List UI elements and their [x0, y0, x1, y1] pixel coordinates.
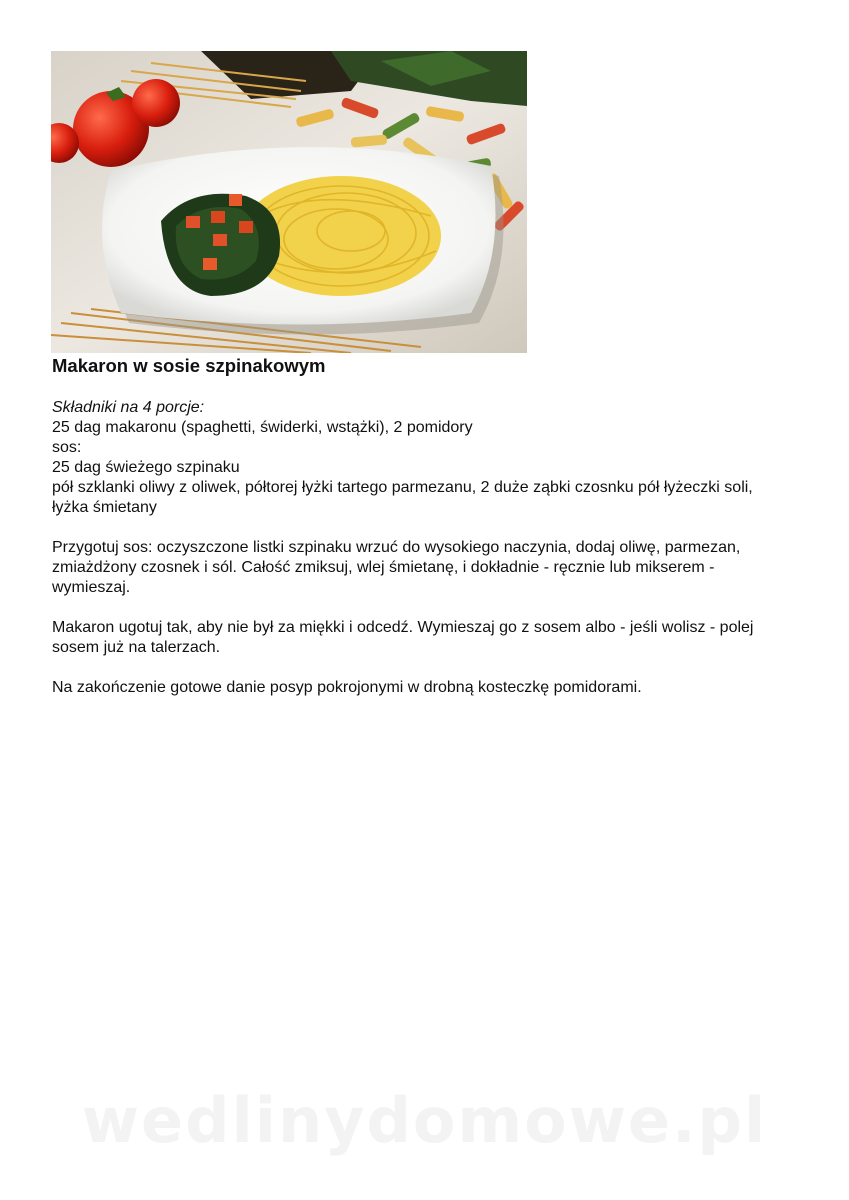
recipe-photo: [51, 51, 527, 353]
ingredient-line: 25 dag makaronu (spaghetti, świderki, wstążki), 2 pomidory: [52, 419, 473, 436]
recipe-title: Makaron w sosie szpinakowym: [52, 355, 326, 376]
step-paragraph: Przygotuj sos: oczyszczone listki szpinaku wrzuć do wysokiego naczynia, dodaj oliwę, parmezan, zmiażdżony czosnek i sól. Całość zmiksuj, wlej śmietanę, i dokładnie - ręcznie lub mikserem - wymieszaj.: [52, 539, 741, 596]
step-paragraph: Makaron ugotuj tak, aby nie był za miękki i odcedź. Wymieszaj go z sosem albo - jeśli wolisz - polej sosem już na talerzach.: [52, 619, 754, 656]
ingredient-line: 25 dag świeżego szpinaku: [52, 459, 240, 476]
ingredients-heading: Składniki na 4 porcje:: [52, 399, 205, 416]
step-paragraph: Na zakończenie gotowe danie posyp pokrojonymi w drobną kosteczkę pomidorami.: [52, 679, 642, 696]
watermark: wedlinydomowe.pl: [81, 1084, 768, 1157]
ingredient-line: sos:: [52, 439, 82, 456]
pasta-dish-photo: [51, 51, 527, 353]
ingredient-line: pół szklanki oliwy z oliwek, półtorej łyżki tartego parmezanu, 2 duże ząbki czosnku pół łyżeczki soli, łyżka śmietany: [52, 479, 753, 516]
ingredients-section: [52, 398, 792, 518]
recipe-body: [52, 398, 792, 698]
